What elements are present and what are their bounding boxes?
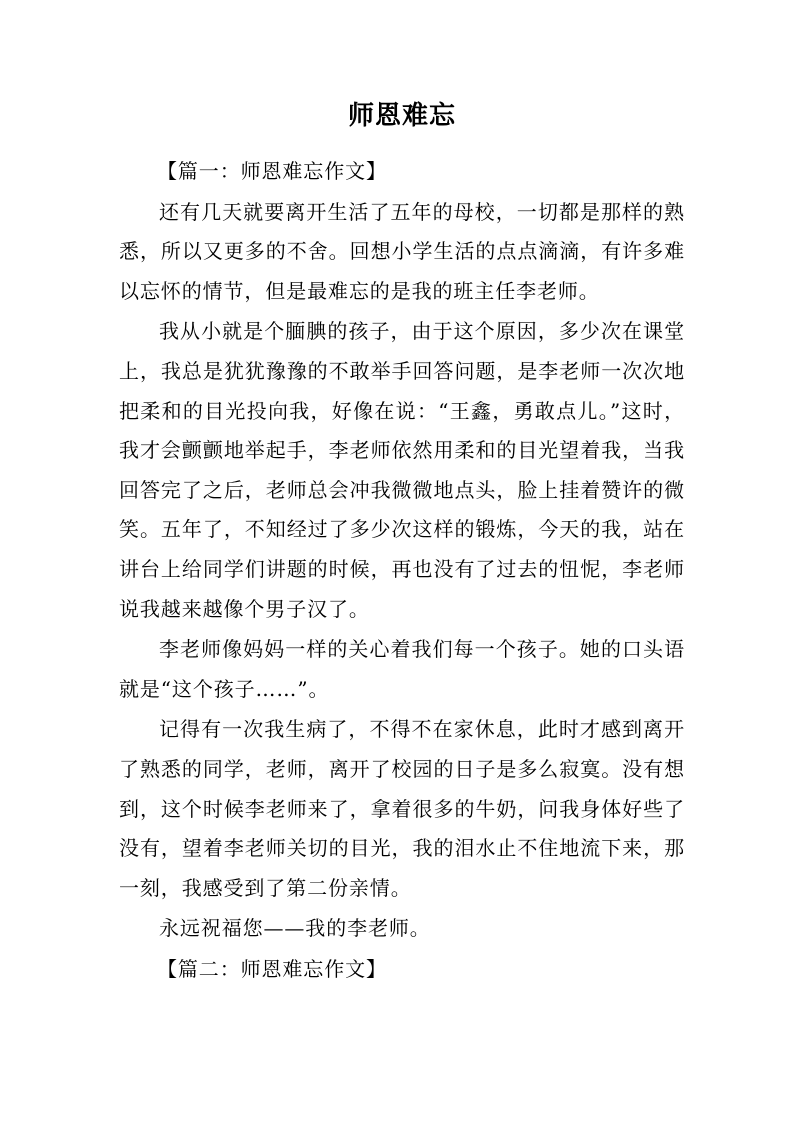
section-heading-1: 【篇一：师恩难忘作文】	[157, 159, 387, 183]
paragraph-5: 永远祝福您——我的李老师。	[159, 916, 431, 941]
section-heading-2: 【篇二：师恩难忘作文】	[157, 956, 387, 981]
document-page	[119, 96, 685, 990]
document-title: 师恩难忘	[347, 101, 456, 131]
paragraph-4: 记得有一次我生病了，不得不在家休息，此时才感到离开了熟悉的同学，老师，离开了校园的日子是多么寂寞。没有想到，这个时候李老师来了，拿着很多的牛奶，问我身体好些了没有，望着李老师关切的目光，我的泪水止不住地流下来，那一刻，我感受到了第二份亲情。	[119, 717, 685, 900]
paragraph-2: 我从小就是个腼腆的孩子，由于这个原因，多少次在课堂上，我总是犹犹豫豫的不敢举手回答问题，是李老师一次次地把柔和的目光投向我，好像在说：“王鑫，勇敢点儿。”这时，我才会颤颤地举起手，李老师依然用柔和的目光望着我，当我回答完了之后，老师总会冲我微微地点头，脸上挂着赞许的微笑。五年了，不知经过了多少次这样的锻炼，今天的我，站在讲台上给同学们讲题的时候，再也没有了过去的忸怩，李老师说我越来越像个男子汉了。	[119, 319, 685, 621]
paragraph-3: 李老师像妈妈一样的关心着我们每一个孩子。她的口头语就是“这个孩子……”。	[119, 637, 685, 701]
paragraph-1: 还有几天就要离开生活了五年的母校，一切都是那样的熟悉，所以又更多的不舍。回想小学生活的点点滴滴，有许多难以忘怀的情节，但是最难忘的是我的班主任李老师。	[119, 199, 685, 303]
